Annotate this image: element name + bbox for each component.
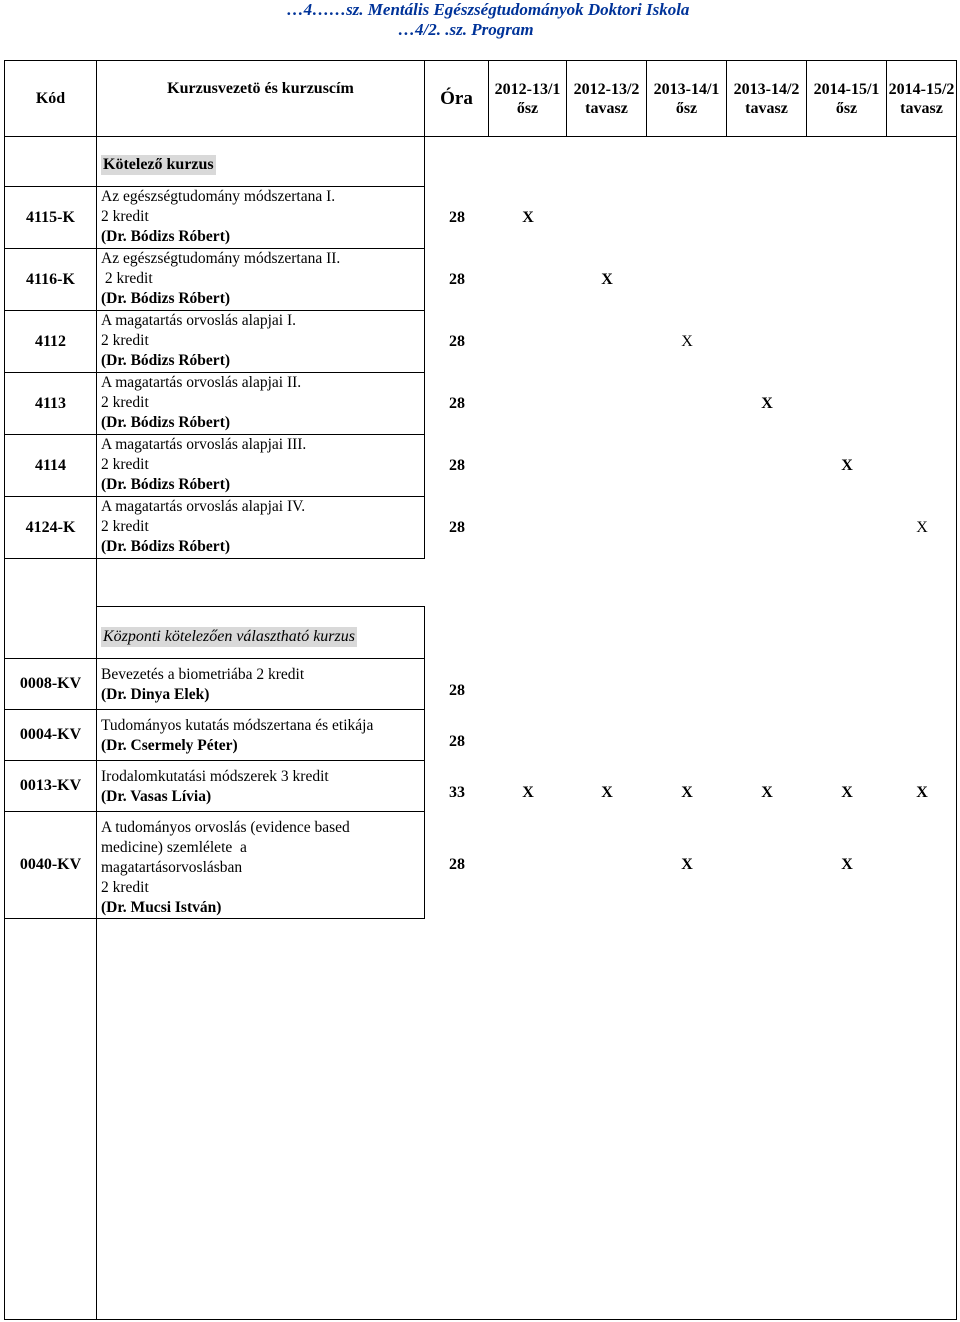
mark-sem-5 — [807, 395, 887, 413]
course-cell — [97, 187, 425, 249]
course-instructor: (Dr. Mucsi István) — [101, 899, 222, 916]
course-cell — [97, 249, 425, 311]
mark-sem-1 — [489, 333, 567, 351]
mark-sem-5 — [807, 519, 887, 537]
mark-sem-5: X — [841, 784, 853, 801]
course-hours: 28 — [449, 856, 465, 873]
header-sem-6: 2014-15/2 tavasz — [887, 61, 957, 137]
course-row — [5, 812, 957, 919]
course-instructor: (Dr. Bódizs Róbert) — [101, 538, 231, 555]
course-cell — [97, 497, 425, 559]
mark-sem-1: X — [522, 784, 534, 801]
mark-sem-5: X — [841, 456, 853, 474]
mark-sem-2 — [567, 719, 647, 751]
mark-sem-3: X — [681, 856, 693, 873]
mark-sem-6 — [887, 209, 957, 227]
course-cell — [97, 435, 425, 497]
mark-sem-1 — [489, 519, 567, 537]
course-instructor: (Dr. Vasas Lívia) — [101, 788, 212, 805]
course-name-line: medicine) szemlélete a — [101, 839, 247, 856]
mark-sem-1 — [489, 271, 567, 289]
course-row — [5, 761, 957, 812]
course-row — [5, 710, 957, 761]
title-line-2: …4/2. .sz. Program — [398, 20, 534, 39]
mark-sem-4 — [727, 457, 807, 475]
course-code: 4112 — [5, 311, 97, 373]
mark-sem-1 — [489, 856, 567, 874]
course-code: 4115-K — [5, 187, 97, 249]
mark-sem-4 — [727, 668, 807, 700]
mark-sem-4: X — [761, 394, 773, 412]
mark-sem-4 — [727, 271, 807, 289]
mark-sem-3 — [647, 519, 727, 537]
course-row — [5, 249, 957, 311]
mark-sem-5 — [807, 719, 887, 751]
mark-sem-2 — [567, 457, 647, 475]
course-instructor: (Dr. Csermely Péter) — [101, 737, 238, 754]
header-sem-3: 2013-14/1 ősz — [647, 61, 727, 137]
course-credit: 2 kredit — [101, 394, 149, 411]
course-row — [5, 659, 957, 710]
course-credit: 2 kredit — [101, 208, 149, 225]
mark-sem-4 — [727, 719, 807, 751]
mark-sem-3 — [647, 395, 727, 413]
mark-sem-4 — [727, 856, 807, 874]
header-sem-5: 2014-15/1 ősz — [807, 61, 887, 137]
course-cell — [97, 710, 425, 761]
course-hours: 28 — [449, 518, 465, 536]
mark-sem-5 — [807, 668, 887, 700]
course-instructor: (Dr. Bódizs Róbert) — [101, 476, 231, 493]
header-code: Kód — [5, 61, 97, 137]
course-name: Bevezetés a biometriába 2 kredit — [101, 666, 305, 683]
mark-sem-4 — [727, 209, 807, 227]
mark-sem-2 — [567, 333, 647, 351]
mark-sem-2 — [567, 209, 647, 227]
mark-sem-1 — [489, 668, 567, 700]
mark-sem-6: X — [916, 518, 928, 536]
mark-sem-4: X — [761, 784, 773, 801]
curriculum-table — [4, 60, 957, 1320]
course-cell — [97, 761, 425, 812]
section-elective-label: Központi kötelezően választható kurzus — [103, 627, 355, 645]
header-hours: Óra — [425, 61, 489, 137]
mark-sem-5 — [807, 209, 887, 227]
mark-sem-5: X — [841, 856, 853, 873]
mark-sem-1 — [489, 395, 567, 413]
mark-sem-4 — [727, 333, 807, 351]
section-row-mandatory — [5, 137, 957, 187]
course-row — [5, 373, 957, 435]
mark-sem-1 — [489, 719, 567, 751]
course-credit: 2 kredit — [101, 332, 149, 349]
course-name: Az egészségtudomány módszertana II. — [101, 250, 341, 267]
mark-sem-3 — [647, 457, 727, 475]
course-name-line: A tudományos orvoslás (evidence based — [101, 819, 350, 836]
course-code: 0013-KV — [5, 761, 97, 812]
header-course: Kurzusvezetö és kurzuscím — [97, 61, 425, 137]
course-cell — [97, 812, 425, 919]
course-instructor: (Dr. Bódizs Róbert) — [101, 352, 231, 369]
mark-sem-2: X — [601, 270, 613, 288]
course-hours: 28 — [449, 208, 465, 226]
course-credit: 2 kredit — [101, 270, 153, 287]
course-name: A magatartás orvoslás alapjai II. — [101, 374, 302, 391]
course-row — [5, 497, 957, 559]
course-row — [5, 435, 957, 497]
mark-sem-2 — [567, 519, 647, 537]
mark-sem-3 — [647, 271, 727, 289]
course-name: Tudományos kutatás módszertana és etikája — [101, 717, 374, 734]
course-name-line: magatartásorvoslásban — [101, 859, 243, 876]
mark-sem-2 — [567, 668, 647, 700]
mark-sem-1: X — [522, 208, 534, 226]
mark-sem-3: X — [681, 332, 693, 350]
mark-sem-2: X — [601, 784, 613, 801]
mark-sem-6 — [887, 271, 957, 289]
header-sem-1: 2012-13/1 ősz — [489, 61, 567, 137]
course-instructor: (Dr. Bódizs Róbert) — [101, 228, 231, 245]
mark-sem-3 — [647, 668, 727, 700]
course-name: A magatartás orvoslás alapjai III. — [101, 436, 307, 453]
course-instructor: (Dr. Bódizs Róbert) — [101, 414, 231, 431]
course-instructor: (Dr. Bódizs Róbert) — [101, 290, 231, 307]
course-name: Az egészségtudomány módszertana I. — [101, 188, 336, 205]
course-credit: 2 kredit — [101, 879, 149, 896]
mark-sem-5 — [807, 333, 887, 351]
mark-sem-2 — [567, 395, 647, 413]
course-code: 0008-KV — [5, 659, 97, 710]
course-credit: 2 kredit — [101, 518, 149, 535]
header-sem-2: 2012-13/2 tavasz — [567, 61, 647, 137]
header-sem-4: 2013-14/2 tavasz — [727, 61, 807, 137]
course-cell — [97, 373, 425, 435]
section-row-elective — [5, 607, 957, 659]
mark-sem-3: X — [681, 784, 693, 801]
empty-row — [5, 919, 957, 1320]
mark-sem-6 — [887, 457, 957, 475]
course-name: Irodalomkutatási módszerek 3 kredit — [101, 768, 329, 785]
spacer-row — [5, 559, 957, 607]
mark-sem-6 — [887, 668, 957, 700]
course-instructor: (Dr. Dinya Elek) — [101, 686, 210, 703]
course-cell — [97, 659, 425, 710]
course-code: 4113 — [5, 373, 97, 435]
course-code: 4116-K — [5, 249, 97, 311]
section-mandatory-label: Kötelező kurzus — [103, 155, 214, 173]
course-hours: 28 — [449, 733, 465, 750]
course-code: 0004-KV — [5, 710, 97, 761]
mark-sem-3 — [647, 209, 727, 227]
course-hours: 28 — [449, 332, 465, 350]
mark-sem-6 — [887, 395, 957, 413]
mark-sem-6 — [887, 333, 957, 351]
mark-sem-1 — [489, 457, 567, 475]
course-hours: 33 — [449, 784, 465, 801]
course-code: 0040-KV — [5, 812, 97, 919]
course-hours: 28 — [449, 394, 465, 412]
course-code: 4114 — [5, 435, 97, 497]
document-title — [258, 0, 718, 40]
course-name: A magatartás orvoslás alapjai IV. — [101, 498, 306, 515]
mark-sem-3 — [647, 719, 727, 751]
mark-sem-6 — [887, 856, 957, 874]
mark-sem-4 — [727, 519, 807, 537]
course-hours: 28 — [449, 682, 465, 699]
course-row — [5, 187, 957, 249]
course-hours: 28 — [449, 270, 465, 288]
mark-sem-6 — [887, 719, 957, 751]
mark-sem-2 — [567, 856, 647, 874]
header-row — [5, 61, 957, 137]
course-code: 4124-K — [5, 497, 97, 559]
mark-sem-5 — [807, 271, 887, 289]
course-hours: 28 — [449, 456, 465, 474]
course-name: A magatartás orvoslás alapjai I. — [101, 312, 296, 329]
course-row — [5, 311, 957, 373]
title-line-1: …4……sz. Mentális Egészségtudományok Doktori Iskola — [286, 0, 690, 19]
mark-sem-6: X — [916, 784, 928, 801]
course-cell — [97, 311, 425, 373]
course-credit: 2 kredit — [101, 456, 149, 473]
